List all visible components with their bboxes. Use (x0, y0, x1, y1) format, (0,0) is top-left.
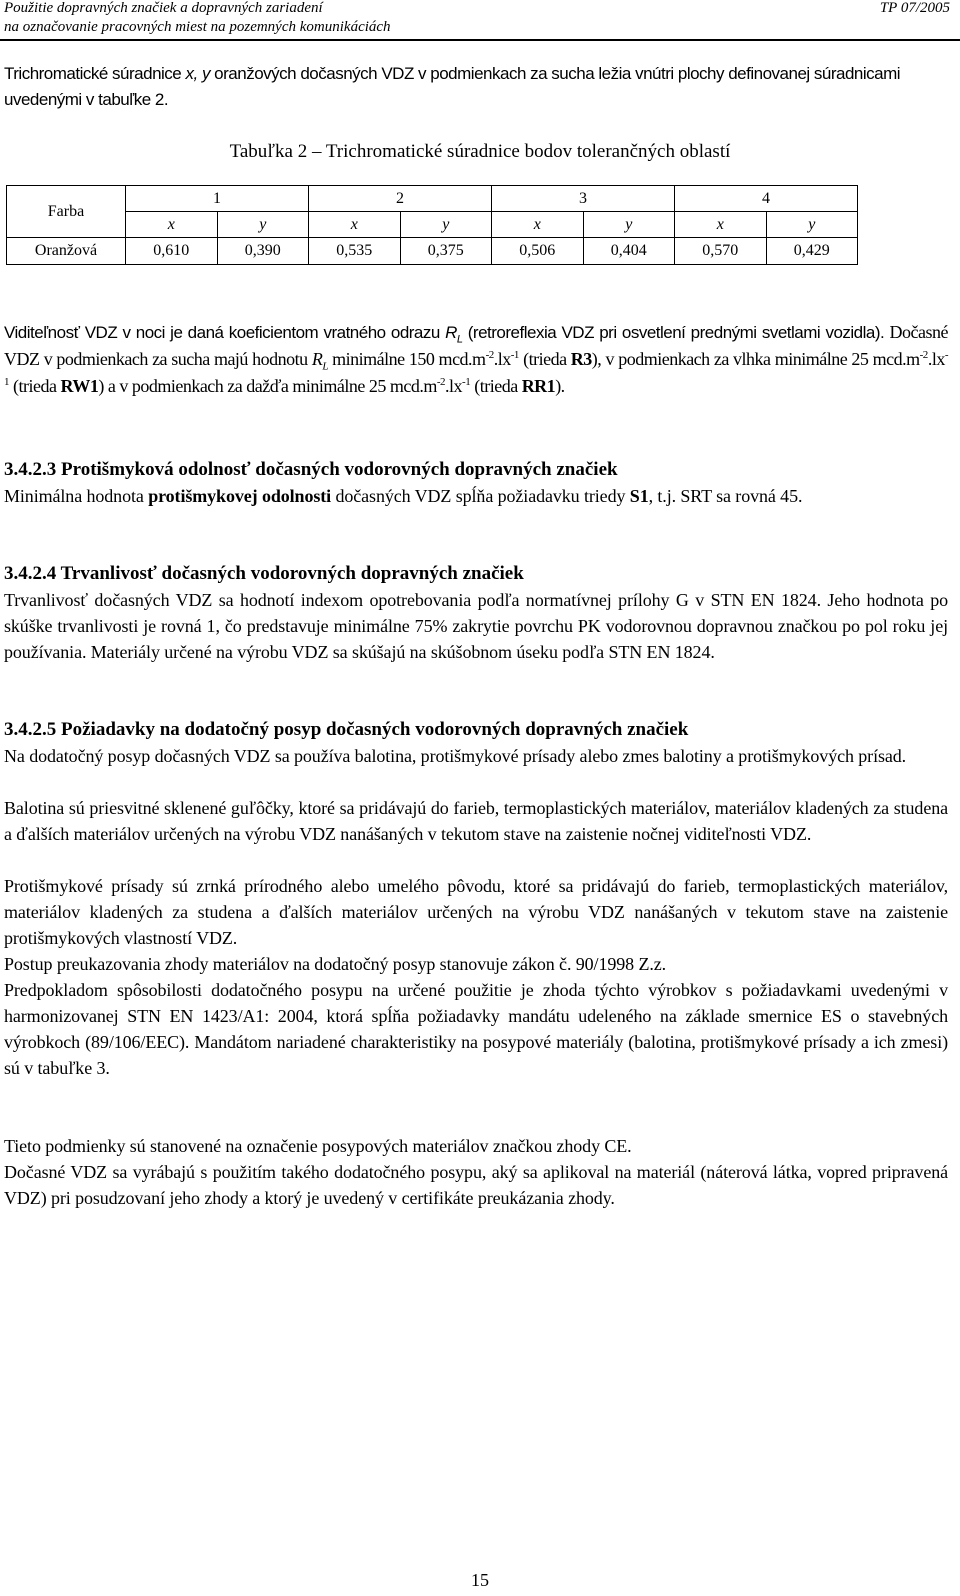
point-label: 4 (675, 186, 858, 212)
class-rw1: RW1 (60, 376, 99, 396)
class-r3: R3 (570, 349, 592, 369)
table-header-row (7, 186, 858, 212)
section-3425-p4: Postup preukazovania zhody materiálov na dodatočný posyp stanovuje zákon č. 90/1998 Z.z. (4, 954, 667, 974)
header-divider (0, 39, 960, 41)
intro-text: Trichromatické súradnice (4, 64, 186, 83)
header-doc-code: TP 07/2005 (879, 0, 950, 16)
section-3423-text (4, 483, 948, 509)
class-s1: S1 (629, 486, 649, 506)
text-run: .lx (493, 349, 511, 369)
table-coord-row (7, 212, 858, 238)
section-3425-p2: Balotina sú priesvitné sklenené guľôčky, ktoré sa pridávajú do farieb, termoplastických materiálov, materiálov kladených za studena a ďalších materiálov určených na výrobu VDZ nanášaných v tekutom stave na zaistenie nočnej viditeľnosti VDZ. (4, 798, 948, 844)
symbol-r: R (311, 349, 323, 369)
symbol-l-subscript: L (456, 333, 463, 346)
table-title: Tabuľka 2 – Trichromatické súradnice bodov tolerančných oblastí (229, 141, 731, 162)
coord-label: y (583, 212, 675, 238)
section-3424-heading: 3.4.2.4 Trvanlivosť dočasných vodorovných dopravných značiek (4, 563, 524, 584)
coord-label: x (492, 212, 584, 238)
section-3423-heading: 3.4.2.3 Protišmyková odolnosť dočasných vodorovných dopravných značiek (4, 459, 618, 480)
table-cell: 0,404 (583, 238, 675, 265)
point-label: 1 (126, 186, 309, 212)
text-run: Minimálna hodnota (4, 486, 149, 506)
bold-term: protišmykovej odolnosti (148, 486, 332, 506)
point-label: 3 (492, 186, 675, 212)
exponent: -1 (462, 376, 471, 388)
symbol-r: R (445, 323, 457, 342)
exponent: -1 (510, 349, 519, 361)
exponent: -2 (436, 376, 446, 388)
text-run: ) a v podmienkach za dažďa minimálne 25 mcd.m (98, 376, 437, 396)
chromaticity-table (6, 185, 858, 265)
section-3425-p1: Na dodatočný posyp dočasných VDZ sa používa balotina, protišmykové prísady alebo zmes balotiny a protišmykových prísad. (4, 746, 907, 766)
coord-label: x (126, 212, 218, 238)
table-cell: 0,506 (492, 238, 584, 265)
exponent: -2 (919, 349, 928, 361)
coord-label: y (400, 212, 492, 238)
section-3425-p6: Tieto podmienky sú stanovené na označenie posypových materiálov značkou zhody CE. (4, 1136, 632, 1156)
page-header (0, 0, 960, 42)
rl-symbol (445, 323, 463, 346)
table-cell: 0,535 (309, 238, 401, 265)
text-run: .lx (445, 376, 463, 396)
table-cell: 0,375 (400, 238, 492, 265)
section-3425-p5: Predpokladom spôsobilosti dodatočného posypu na určené použitie je zhoda týchto výrobkov s požiadavkami uvedenými v harmonizovanej STN EN 1423/A1: 2004, ktorá spĺňa požiadavky mandátu udeleného na základe smernice ES o stavebných výrobkoch (89/106/EEC). Mandátom nariadené charakteristiky na posypové materiály (balotina, protišmykové prísady a ich zmesi) sú v tabuľke 3. (4, 980, 948, 1078)
exponent: -1 (4, 349, 948, 388)
text-run: , t.j. SRT sa rovná 45. (648, 486, 803, 506)
exponent: -2 (485, 349, 494, 361)
text-run: .lx (927, 349, 945, 369)
text-run: dočasných VDZ spĺňa požiadavku triedy (331, 486, 630, 506)
class-rr1: RR1 (521, 376, 556, 396)
color-name-cell: Oranžová (7, 238, 126, 265)
section-3425-heading: 3.4.2.5 Požiadavky na dodatočný posyp dočasných vodorovných dopravných značiek (4, 719, 689, 740)
coord-label: x (675, 212, 767, 238)
text-run: (trieda (470, 376, 522, 396)
header-title-line2: na označovanie pracovných miest na pozemných komunikáciách (4, 19, 391, 35)
rl-symbol (311, 349, 328, 373)
coord-label: y (766, 212, 858, 238)
table-cell: 0,570 (675, 238, 767, 265)
table-cell: 0,390 (217, 238, 309, 265)
text-run: Viditeľnosť VDZ v noci je daná koeficientom vratného odrazu (4, 323, 446, 342)
coord-label: x (309, 212, 401, 238)
intro-xy: x, y (185, 64, 210, 83)
text-run: ), v podmienkach za vlhka minimálne 25 mcd.m (591, 349, 920, 369)
text-run: (trieda (9, 376, 61, 396)
header-title-line1: Použitie dopravných značiek a dopravných zariadení (4, 0, 323, 16)
point-label: 2 (309, 186, 492, 212)
table-cell: 0,610 (126, 238, 218, 265)
section-3424-text: Trvanlivosť dočasných VDZ sa hodnotí indexom opotrebovania podľa normatívnej prílohy G v STN EN 1824. Jeho hodnota po skúške trvanlivosti je rovná 1, čo predstavuje minimálne 75% zakrytie povrchu PK vodorovnou dopravnou značkou po pol roku jej používania. Materiály určené na výrobu VDZ sa skúšajú na skúšobnom úseku podľa STN EN 1824. (4, 590, 948, 662)
text-run: ). (555, 376, 565, 396)
table-cell: 0,429 (766, 238, 858, 265)
text-run: minimálne 150 mcd.m (327, 349, 486, 369)
text-run: Dočasné VDZ v podmienkach za sucha majú hodnotu (4, 322, 948, 369)
coord-label: y (217, 212, 309, 238)
symbol-l-subscript: L (322, 360, 328, 373)
page-number: 15 (471, 1570, 489, 1590)
text-run: (retroreflexia VDZ pri osvetlení prednými svetlami vozidla). (462, 323, 890, 342)
intro-paragraph (4, 61, 948, 113)
intro-text-rest: oranžových dočasných VDZ v podmienkach za sucha ležia vnútri plochy definovanej súradnicami uvedenými v tabuľke 2. (4, 64, 901, 109)
section-3425-p3: Protišmykové prísady sú zrnká prírodného alebo umelého pôvodu, ktoré sa pridávajú do farieb, termoplastických materiálov, materiálov kladených za studena a ďalších materiálov určených na výrobu VDZ nanášaných v tekutom stave na zaistenie protišmykových vlastností VDZ. (4, 876, 948, 948)
text-run: (trieda (518, 349, 571, 369)
row-header-cell: Farba (7, 186, 126, 238)
section-3425-p7: Dočasné VDZ sa vyrábajú s použitím takého dodatočného posypu, aký sa aplikoval na materiál (náterová látka, vopred pripravená VDZ) pri posudzovaní jeho zhody a ktorý je uvedený v certifikáte preukázania zhody. (4, 1162, 948, 1208)
table-row (7, 238, 858, 265)
visibility-paragraph (4, 319, 948, 400)
